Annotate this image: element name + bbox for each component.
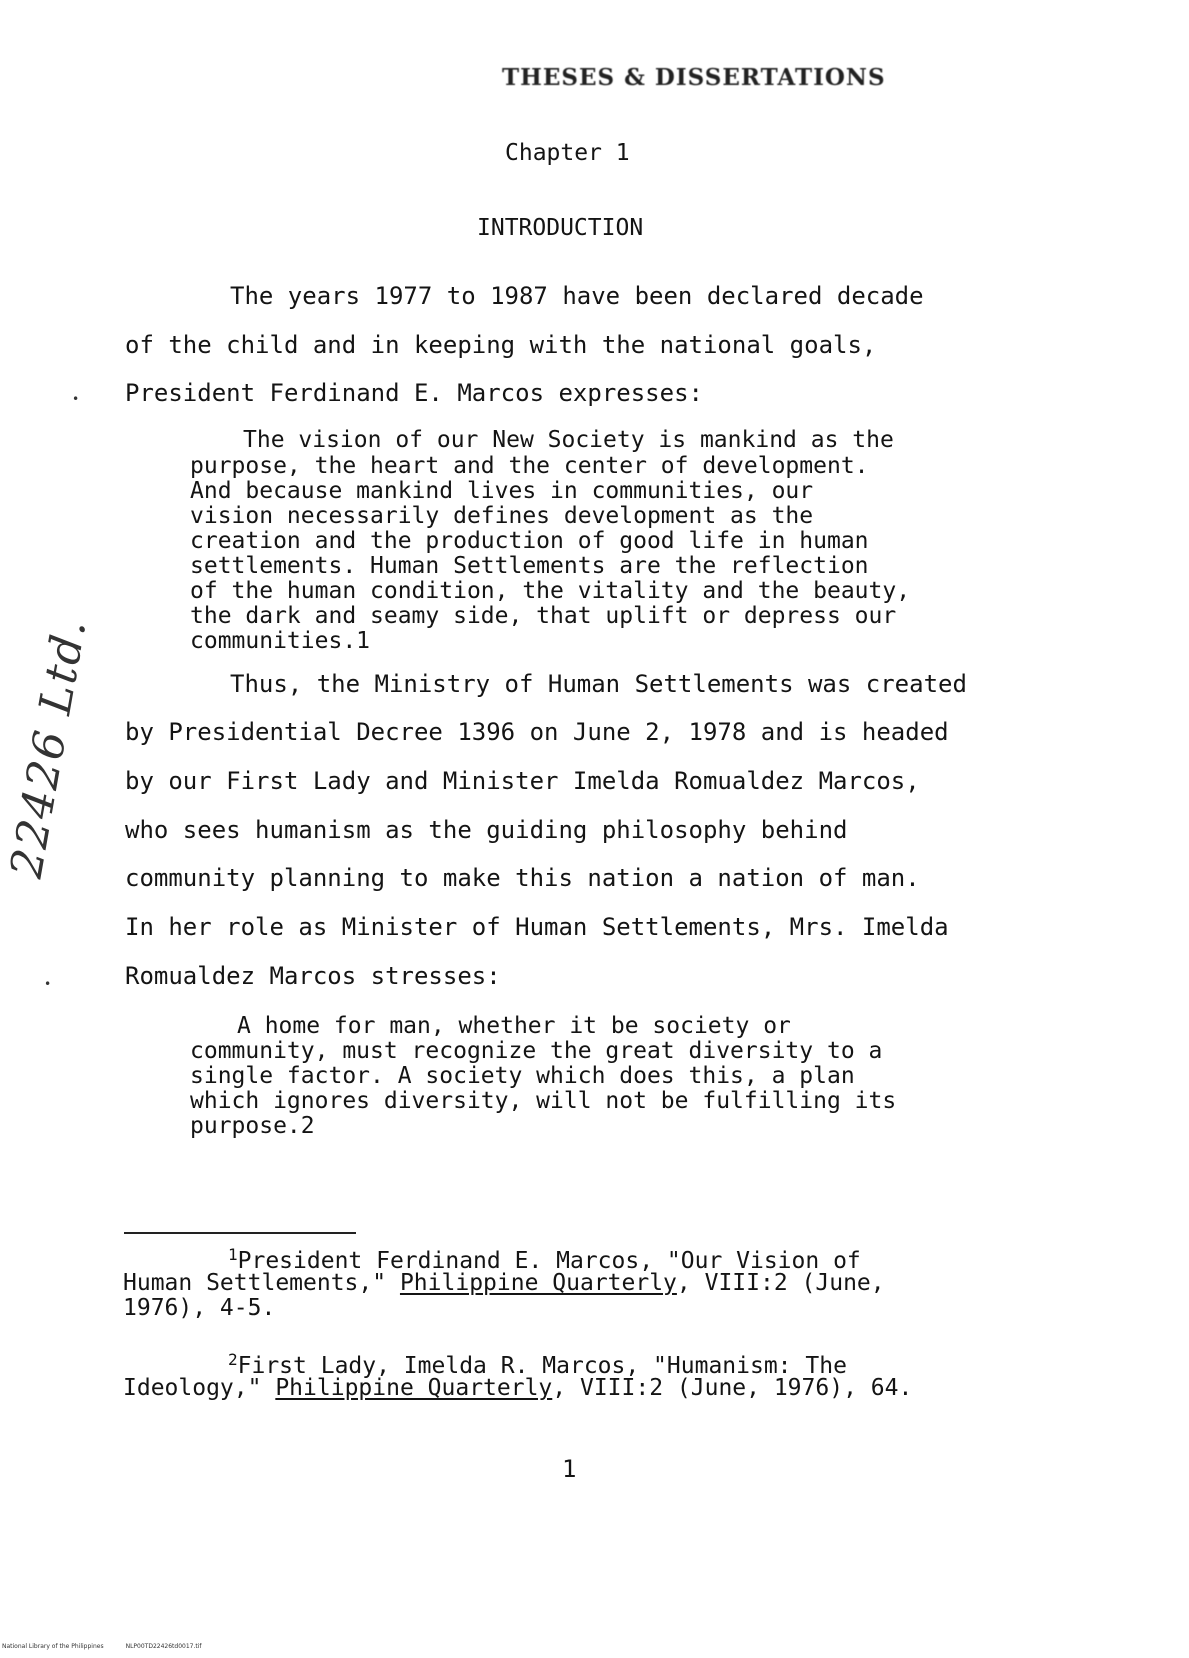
paragraph-1-line: The years 1977 to 1987 have been declared decade	[230, 282, 924, 310]
paragraph-2-line: Romualdez Marcos stresses:	[125, 962, 501, 990]
footnote-1-text: President Ferdinand E. Marcos, "Our Vision of	[237, 1248, 861, 1274]
quote-1-line	[190, 628, 370, 654]
footnote-2-journal: Philippine Quarterly	[275, 1375, 553, 1401]
quote-1-line: the dark and seamy side, that uplift or depress our	[190, 603, 897, 629]
paragraph-2-line: by our First Lady and Minister Imelda Romualdez Marcos,	[125, 767, 920, 795]
footnote-1-journal: Philippine Quarterly	[399, 1270, 677, 1296]
scan-speck: •	[44, 977, 52, 991]
paragraph-2-line: who sees humanism as the guiding philosophy behind	[125, 816, 848, 844]
paragraph-2-line: Thus, the Ministry of Human Settlements was created	[230, 670, 967, 698]
scan-speck: •	[72, 392, 80, 406]
quote-1-line: creation and the production of good life in human	[190, 528, 869, 554]
footnote-2-line	[123, 1375, 912, 1401]
quote-2-text: purpose.	[190, 1113, 301, 1139]
footnote-1-text: , VIII:2 (June,	[676, 1270, 885, 1296]
footnote-ref-1: 1	[356, 628, 371, 654]
handwritten-call-number: 22426 Ltd.	[0, 613, 97, 882]
theses-dissertations-stamp: THESES & DISSERTATIONS	[502, 64, 886, 91]
scan-file-id: NLP00TD22426td0017.tif	[125, 1643, 202, 1650]
quote-1-line: of the human condition, the vitality and the beauty,	[190, 578, 911, 604]
quote-2-line: single factor. A society which does this, a plan	[190, 1063, 855, 1089]
quote-2-line: A home for man, whether it be society or	[237, 1013, 791, 1039]
paragraph-2-line: In her role as Minister of Human Settlements, Mrs. Imelda	[125, 913, 949, 941]
chapter-heading: Chapter 1	[505, 140, 630, 166]
chapter-title: INTRODUCTION	[477, 215, 644, 241]
quote-1-line: And because mankind lives in communities, our	[190, 478, 814, 504]
footnote-2-text: First Lady, Imelda R. Marcos, "Humanism: The	[237, 1353, 847, 1379]
quote-2-line: community, must recognize the great diversity to a	[190, 1038, 883, 1064]
footnote-1-mark: 1	[228, 1245, 238, 1264]
library-name: National Library of the Philippines	[2, 1643, 104, 1650]
page-number: 1	[562, 1455, 577, 1483]
quote-1-line: settlements. Human Settlements are the reflection	[190, 553, 869, 579]
footnote-2-text: , VIII:2 (June, 1976), 64.	[552, 1375, 913, 1401]
quote-1-line: The vision of our New Society is mankind as the	[243, 427, 894, 453]
quote-1-text: communities.	[190, 628, 357, 654]
footnote-2-mark: 2	[228, 1350, 238, 1369]
footnote-1-line: 1976), 4-5.	[123, 1295, 276, 1321]
scan-footer	[2, 1643, 202, 1650]
quote-2-line: which ignores diversity, will not be fulfilling its	[190, 1088, 897, 1114]
paragraph-2-line: community planning to make this nation a nation of man.	[125, 864, 920, 892]
quote-2-line	[190, 1113, 315, 1139]
paragraph-1-line: of the child and in keeping with the national goals,	[125, 331, 877, 359]
quote-1-line: vision necessarily defines development as the	[190, 503, 814, 529]
paragraph-1-line: President Ferdinand E. Marcos expresses:	[125, 379, 703, 407]
footnote-ref-2: 2	[300, 1113, 315, 1139]
footnote-divider	[124, 1232, 356, 1234]
footnote-1-text: Human Settlements,"	[123, 1270, 400, 1296]
footnote-2-text: Ideology,"	[123, 1375, 276, 1401]
footnote-1-line	[123, 1270, 885, 1296]
quote-1-line: purpose, the heart and the center of development.	[190, 453, 869, 479]
paragraph-2-line: by Presidential Decree 1396 on June 2, 1978 and is headed	[125, 718, 949, 746]
